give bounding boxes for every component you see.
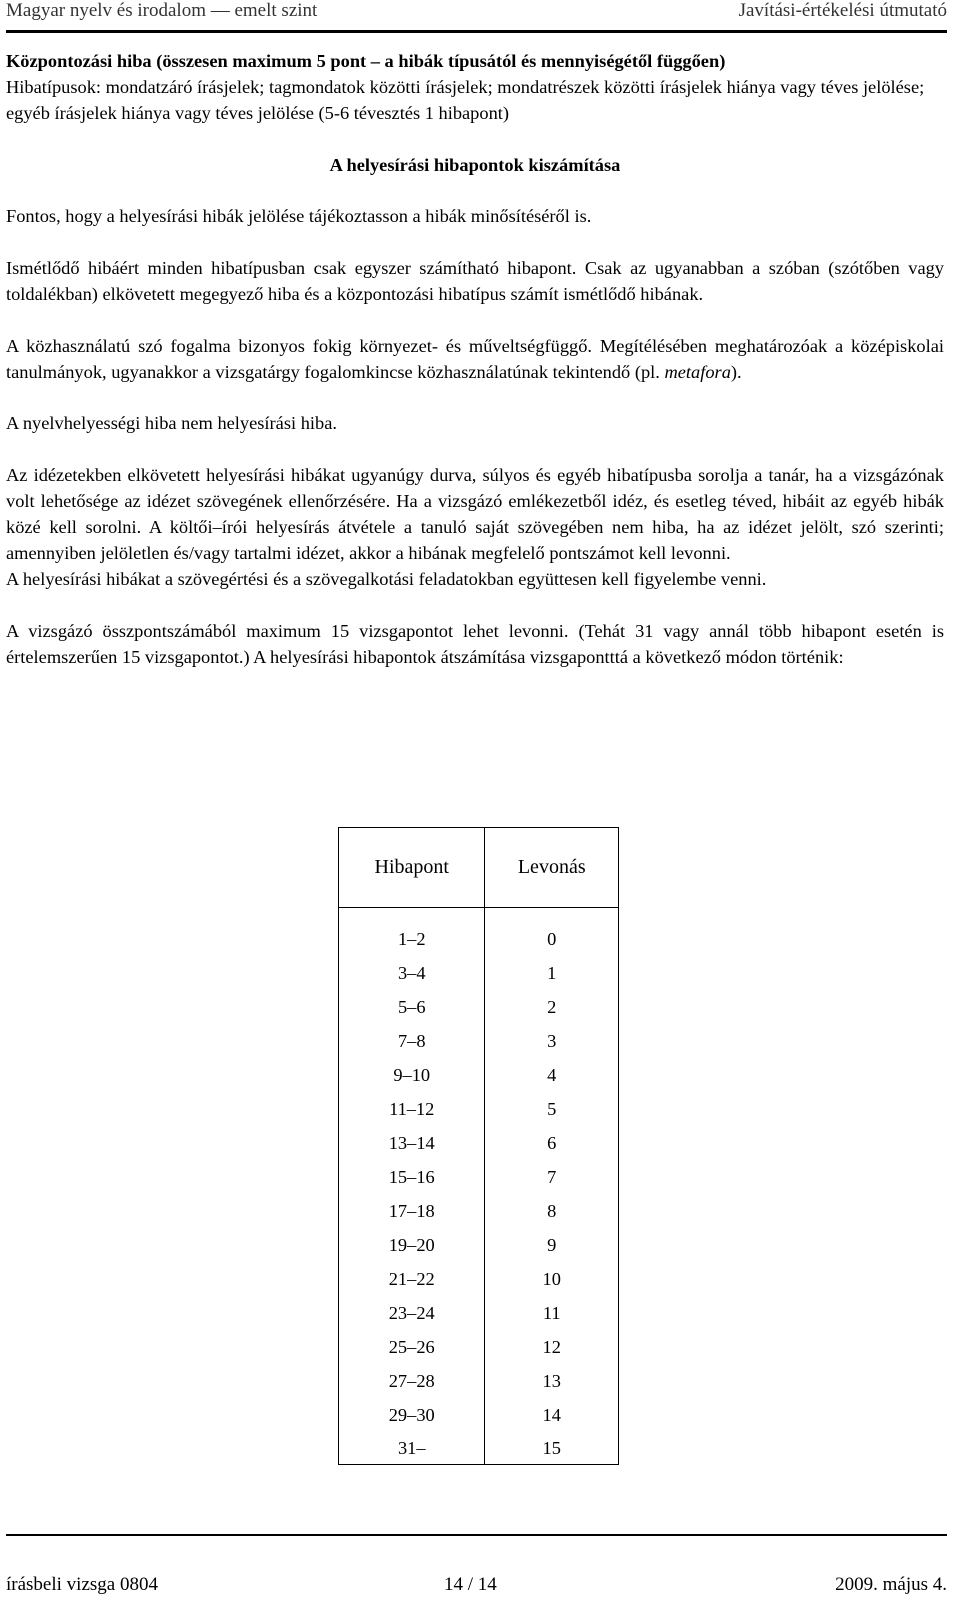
levonas-cell: 9 xyxy=(485,1228,619,1262)
paragraph-4: A nyelvhelyességi hiba nem helyesírási hiba. xyxy=(6,413,337,433)
hibapont-cell: 9–10 xyxy=(339,1058,485,1092)
header-rule xyxy=(6,30,947,33)
table-row xyxy=(339,1058,619,1092)
hibapont-cell: 11–12 xyxy=(339,1092,485,1126)
spacer-cell xyxy=(485,908,619,923)
paragraph-3-italic: metafora xyxy=(664,362,731,382)
levonas-cell: 2 xyxy=(485,990,619,1024)
levonas-cell: 14 xyxy=(485,1398,619,1432)
levonas-cell: 15 xyxy=(485,1432,619,1465)
table-row xyxy=(339,1296,619,1330)
table-row xyxy=(339,1330,619,1364)
table-row xyxy=(339,1432,619,1465)
table-row xyxy=(339,956,619,990)
page-title: A helyesírási hibapontok kiszámítása xyxy=(329,155,621,175)
header-right: Javítási-értékelési útmutató xyxy=(738,0,947,21)
table-row xyxy=(339,1024,619,1058)
table-row xyxy=(339,1126,619,1160)
table-row xyxy=(339,1398,619,1432)
hibapont-cell: 21–22 xyxy=(339,1262,485,1296)
page-number: 14 / 14 xyxy=(444,1574,497,1595)
footer-left: írásbeli vizsga 0804 xyxy=(6,1574,158,1595)
paragraph-3-pl: pl. xyxy=(640,362,660,382)
levonas-cell: 1 xyxy=(485,956,619,990)
hibapont-cell: 31– xyxy=(339,1432,485,1465)
levonas-cell: 10 xyxy=(485,1262,619,1296)
levonas-cell: 6 xyxy=(485,1126,619,1160)
table-row xyxy=(339,922,619,956)
levonas-cell: 3 xyxy=(485,1024,619,1058)
hibapont-cell: 5–6 xyxy=(339,990,485,1024)
levonas-cell: 12 xyxy=(485,1330,619,1364)
levonas-cell: 13 xyxy=(485,1364,619,1398)
hibapont-cell: 3–4 xyxy=(339,956,485,990)
spacer-cell xyxy=(339,908,485,923)
table-row xyxy=(339,1262,619,1296)
hibapont-cell: 7–8 xyxy=(339,1024,485,1058)
table-row xyxy=(339,990,619,1024)
table-row xyxy=(339,1160,619,1194)
paragraph-2: Ismétlődő hibáért minden hibatípusban csak egyszer számítható hibapont. Csak az ugyanabban a szóban (szótőben vagy toldalékban) elkövetett megegyező hiba és a központozási hibatípus számít ismétlődő hibának. xyxy=(6,258,944,304)
paragraph-3-main: A közhasználatú szó fogalma bizonyos fokig környezet- és műveltségfüggő. Megítélésében meghatározóak a középiskolai tanulmányok, ugyanakkor a vizsgatárgy fogalomkincse közhasználatúnak tekintendő ( xyxy=(6,336,944,382)
table-spacer-row xyxy=(339,908,619,923)
section-text: Hibatípusok: mondatzáró írásjelek; tagmondatok közötti írásjelek; mondatrészek közötti írásjelek hiánya vagy téves jelölése; egyéb írásjelek hiánya vagy téves jelölése (5-6 tévesztés 1 hibapont) xyxy=(6,77,925,123)
levonas-cell: 0 xyxy=(485,922,619,956)
hibapont-cell: 29–30 xyxy=(339,1398,485,1432)
footer-rule xyxy=(6,1534,947,1536)
levonas-cell: 8 xyxy=(485,1194,619,1228)
table-body xyxy=(339,908,619,1465)
paragraph-5: Az idézetekben elkövetett helyesírási hibákat ugyanúgy durva, súlyos és egyéb hibatípusba sorolja a tanár, ha a vizsgázónak volt lehetősége az idézet szövegének ellenőrzésére. Ha a vizsgázó emlékezetből idéz, és esetleg téved, hibáit az egyéb hibák közé kell sorolni. A költői–írói helyesírás átvétele a tanuló saját szövegében nem hiba, ha az idézet jelölt, szó szerinti; amennyiben jelöletlen és/vagy tartalmi idézet, akkor a hibának megfelelő pontszámot kell levonni. xyxy=(6,465,944,563)
paragraph-3 xyxy=(6,333,944,385)
hibapont-cell: 1–2 xyxy=(339,922,485,956)
hibapont-cell: 25–26 xyxy=(339,1330,485,1364)
page-header xyxy=(6,0,947,34)
conversion-table xyxy=(338,827,619,1465)
hibapont-cell: 23–24 xyxy=(339,1296,485,1330)
column-header-levonas: Levonás xyxy=(485,828,619,908)
table-row xyxy=(339,1092,619,1126)
levonas-cell: 5 xyxy=(485,1092,619,1126)
paragraph-3-end: ). xyxy=(730,362,742,382)
hibapont-cell: 13–14 xyxy=(339,1126,485,1160)
paragraph-7: A vizsgázó összpontszámából maximum 15 vizsgapontot lehet levonni. (Tehát 31 vagy annál több hibapont esetén is értelemszerűen 15 vizsgapontot.) A helyesírási hibapontok átszámítása vizsgapontttá a következő módon történik: xyxy=(6,621,944,667)
paragraph-6: A helyesírási hibákat a szövegértési és a szövegalkotási feladatokban együttesen kell figyelembe venni. xyxy=(6,569,767,589)
hibapont-cell: 15–16 xyxy=(339,1160,485,1194)
column-header-hibapont: Hibapont xyxy=(339,828,485,908)
levonas-cell: 7 xyxy=(485,1160,619,1194)
table-row xyxy=(339,1228,619,1262)
hibapont-cell: 17–18 xyxy=(339,1194,485,1228)
table-row xyxy=(339,1364,619,1398)
footer-date: 2009. május 4. xyxy=(835,1574,947,1595)
hibapont-cell: 27–28 xyxy=(339,1364,485,1398)
header-left: Magyar nyelv és irodalom — emelt szint xyxy=(6,0,318,21)
levonas-cell: 4 xyxy=(485,1058,619,1092)
section-heading: Központozási hiba (összesen maximum 5 pont – a hibák típusától és mennyiségétől függően) xyxy=(6,51,726,71)
levonas-cell: 11 xyxy=(485,1296,619,1330)
table-header-row xyxy=(339,828,619,908)
page-content xyxy=(6,48,944,670)
paragraph-1: Fontos, hogy a helyesírási hibák jelölése tájékoztasson a hibák minősítéséről is. xyxy=(6,206,592,226)
table-row xyxy=(339,1194,619,1228)
hibapont-cell: 19–20 xyxy=(339,1228,485,1262)
